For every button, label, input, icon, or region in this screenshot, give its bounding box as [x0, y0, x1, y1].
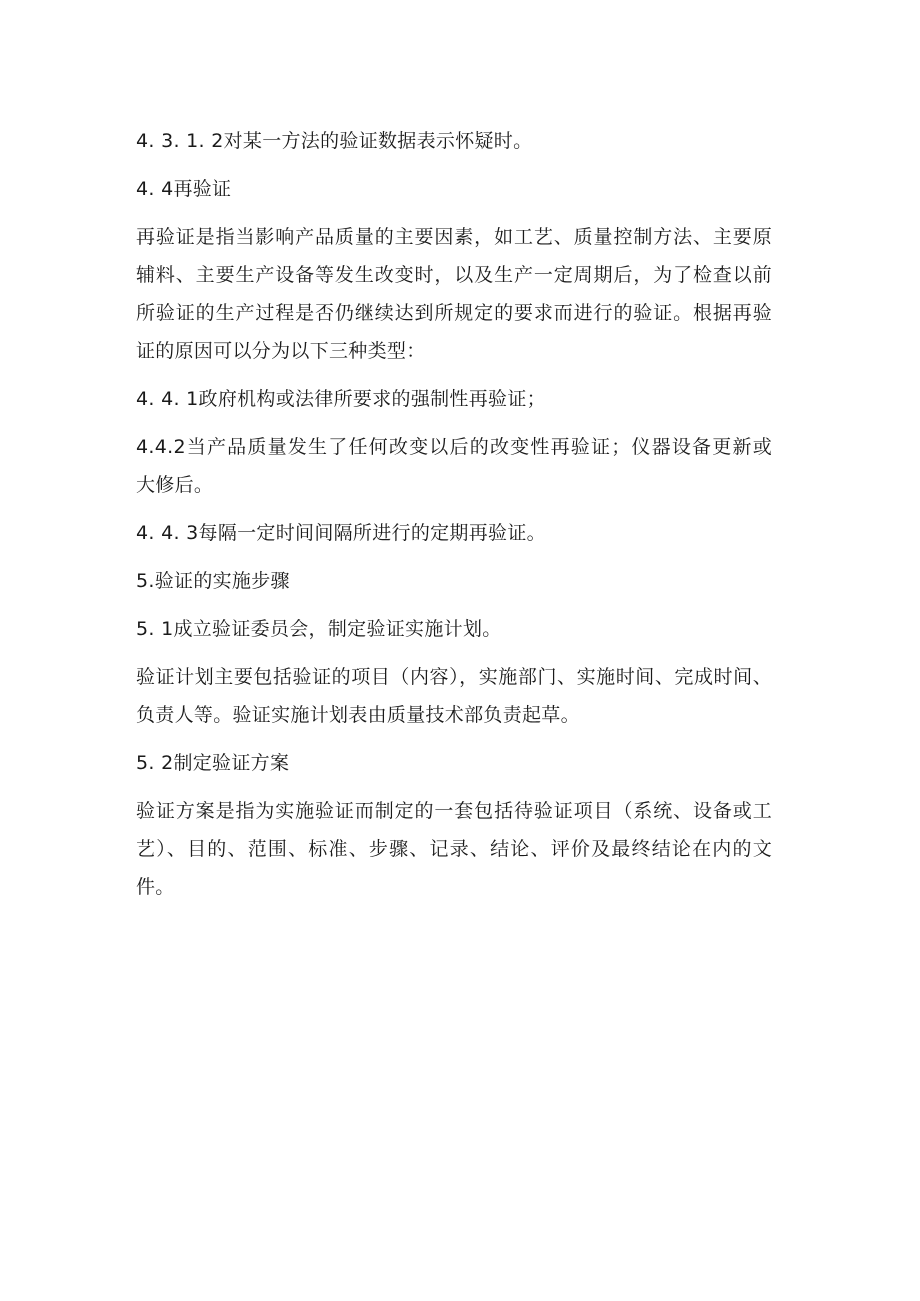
text-line: 艺）、目的、范围、标准、步骤、记录、结论、评价及最终结论在内的文 — [136, 838, 772, 860]
paragraph-4-4-1 — [136, 380, 786, 418]
paragraph-4-3-1-2 — [136, 122, 786, 160]
heading-5-1 — [136, 610, 786, 648]
text-line: 5.验证的实施步骤 — [136, 570, 290, 592]
heading-5 — [136, 562, 786, 600]
text-line: 所验证的生产过程是否仍继续达到所规定的要求而进行的验证。根据再验 — [136, 302, 772, 324]
text-line: 4.4.2当产品质量发生了任何改变以后的改变性再验证；仪器设备更新或 — [136, 436, 772, 458]
text-line: 4. 4再验证 — [136, 178, 232, 200]
paragraph-4-4-3 — [136, 514, 786, 552]
text-line: 5. 2制定验证方案 — [136, 752, 290, 774]
paragraph-validation-plan — [136, 658, 786, 734]
paragraph-validation-protocol — [136, 792, 786, 906]
text-line: 证的原因可以分为以下三种类型： — [136, 340, 426, 362]
text-line: 辅料、主要生产设备等发生改变时，以及生产一定周期后，为了检查以前 — [136, 264, 772, 286]
text-line: 件。 — [136, 876, 175, 898]
heading-4-4 — [136, 170, 786, 208]
text-line: 验证计划主要包括验证的项目（内容），实施部门、实施时间、完成时间、 — [136, 666, 772, 688]
text-line: 4. 3. 1. 2对某一方法的验证数据表示怀疑时。 — [136, 130, 533, 152]
text-line: 验证方案是指为实施验证而制定的一套包括待验证项目（系统、设备或工 — [136, 800, 772, 822]
text-line: 负责人等。验证实施计划表由质量技术部负责起草。 — [136, 704, 580, 726]
paragraph-revalidation-definition — [136, 218, 786, 370]
document-body — [136, 122, 786, 916]
text-line: 4. 4. 3每隔一定时间间隔所进行的定期再验证。 — [136, 522, 546, 544]
heading-5-2 — [136, 744, 786, 782]
paragraph-4-4-2 — [136, 428, 786, 504]
text-line: 4. 4. 1政府机构或法律所要求的强制性再验证； — [136, 388, 546, 410]
text-line: 大修后。 — [136, 474, 214, 496]
text-line: 再验证是指当影响产品质量的主要因素，如工艺、质量控制方法、主要原 — [136, 226, 772, 248]
text-line: 5. 1成立验证委员会，制定验证实施计划。 — [136, 618, 502, 640]
